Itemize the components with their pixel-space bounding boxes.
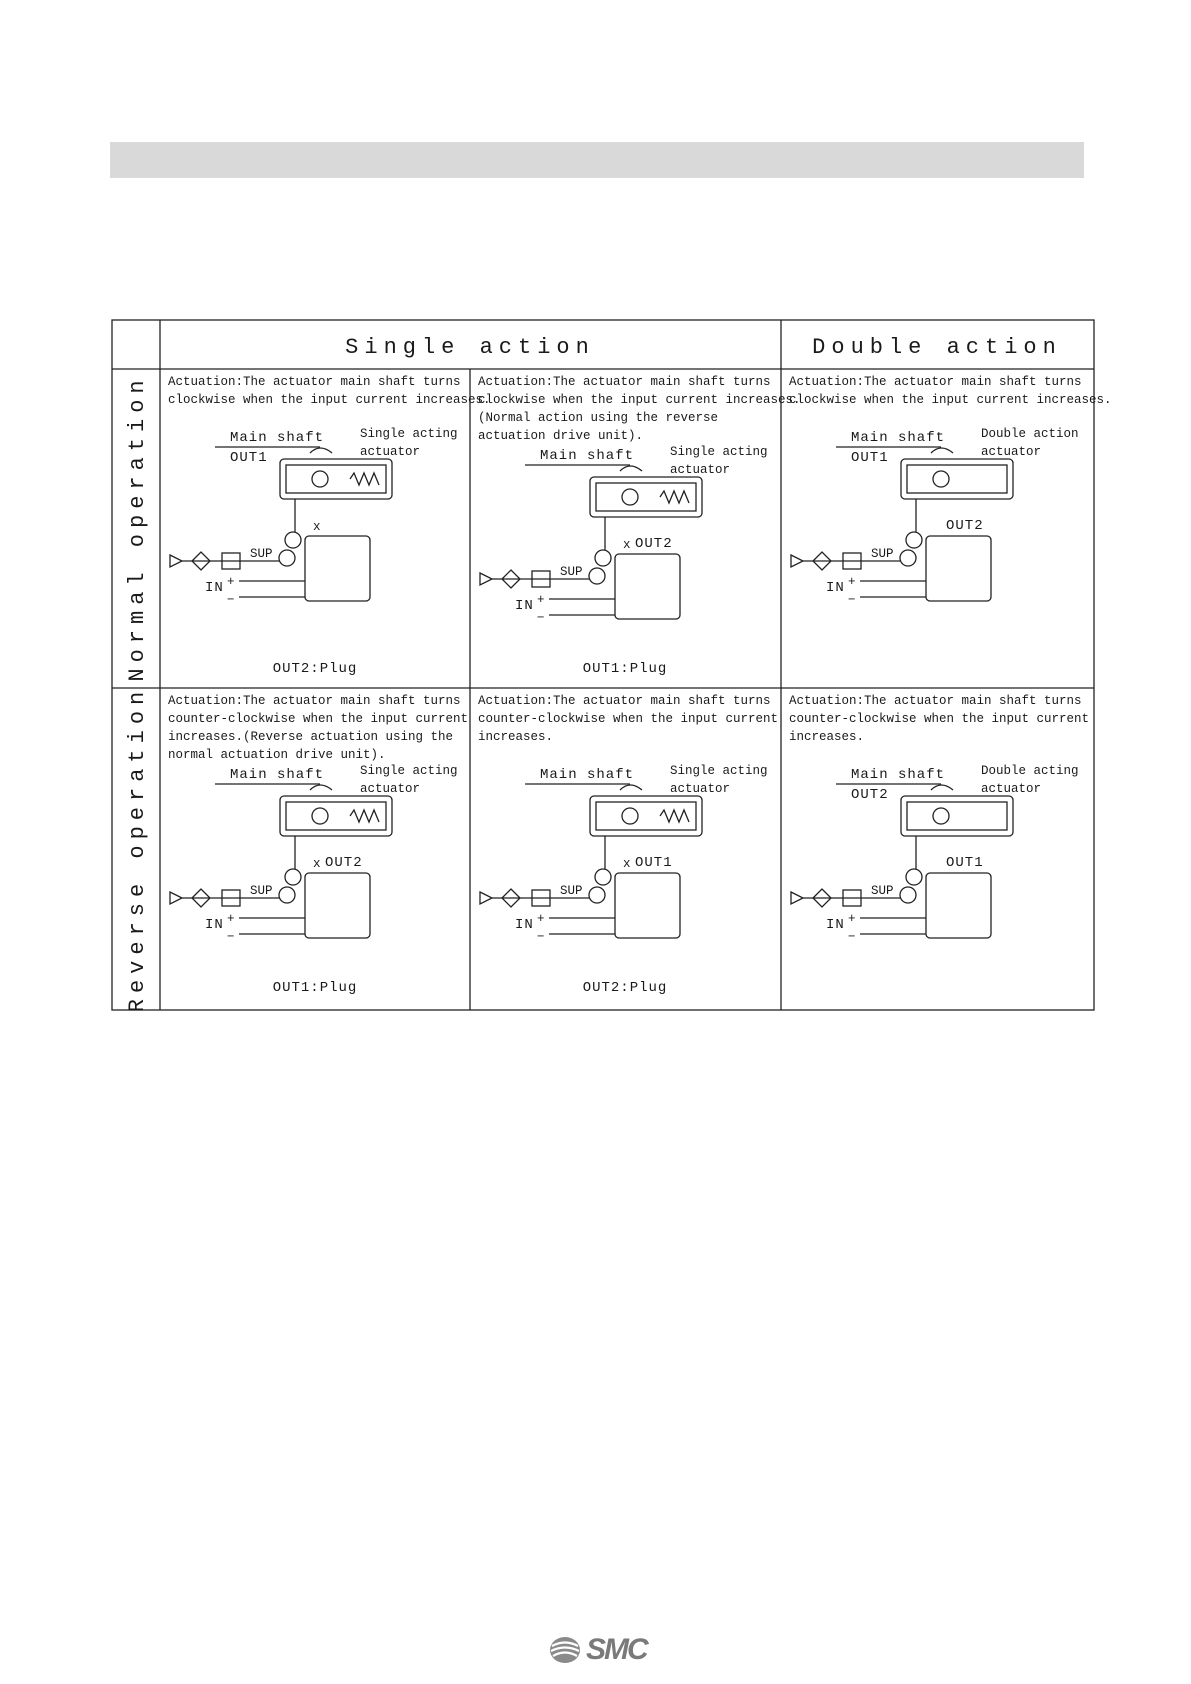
smc-logo-text: SMC [586,1633,647,1666]
input-minus: − [537,611,545,625]
sup-label: SUP [250,547,273,561]
plug-label: OUT1:Plug [272,980,358,996]
shaft-symbol [312,808,328,824]
shaft-symbol [622,489,638,505]
port-mid-label: OUT2 [946,518,984,534]
positioner-body [305,536,370,601]
positioner-body [926,536,991,601]
input-plus: + [848,575,856,589]
gauge-icon [900,550,916,566]
cell-normal-single-1 [168,375,491,677]
positioner-body [615,873,680,938]
gauge-icon [906,532,922,548]
cell-description-line: clockwise when the input current increases. [789,393,1112,407]
cell-description-line: counter-clockwise when the input current [478,712,779,726]
x-mark: x [623,857,631,871]
cell-normal-single-2 [478,375,801,677]
gauge-icon [595,869,611,885]
input-label: IN [826,917,845,933]
supply-source-icon [480,892,492,904]
supply-source-icon [170,892,182,904]
row-label-reverse: Reverse operation [125,685,150,1013]
main-shaft-label: Main shaft [851,767,946,783]
cell-reverse-single-2 [478,694,778,996]
cell-description-line: Actuation:The actuator main shaft turns [168,694,461,708]
input-minus: − [227,593,235,607]
input-minus: − [848,593,856,607]
cell-description-line: Actuation:The actuator main shaft turns [478,694,771,708]
port-top-label: OUT1 [230,450,268,466]
cell-description-line: Actuation:The actuator main shaft turns [789,375,1082,389]
x-mark: x [313,520,321,534]
port-mid-label: OUT1 [635,855,673,871]
x-mark: x [313,857,321,871]
positioner-body [615,554,680,619]
gauge-icon [589,887,605,903]
input-plus: + [227,912,235,926]
spring-symbol [660,810,689,822]
input-plus: + [848,912,856,926]
shaft-symbol [622,808,638,824]
cell-description-line: normal actuation drive unit). [168,748,386,762]
positioner-body [305,873,370,938]
rotation-arrow [620,466,642,471]
smc-logo [548,1634,647,1666]
input-plus: + [537,593,545,607]
gauge-icon [906,869,922,885]
port-mid-label: OUT2 [635,536,673,552]
supply-source-icon [480,573,492,585]
input-label: IN [205,917,224,933]
supply-source-icon [791,892,803,904]
actuator-label: actuator [670,782,731,796]
cell-description-line: increases. [478,730,554,744]
actuator-inner [907,465,1007,493]
actuator-label: actuator [360,445,421,459]
main-shaft-label: Main shaft [230,430,325,446]
cell-description-line: Actuation:The actuator main shaft turns [789,694,1082,708]
gauge-icon [900,887,916,903]
actuator-label: actuator [981,782,1042,796]
plug-label: OUT2:Plug [582,980,668,996]
gauge-icon [589,568,605,584]
plug-label: OUT1:Plug [582,661,668,677]
cell-description-line: counter-clockwise when the input current [789,712,1090,726]
input-minus: − [537,930,545,944]
input-minus: − [848,930,856,944]
spring-symbol [350,473,379,485]
sup-label: SUP [871,884,894,898]
cell-description-line: clockwise when the input current increases. [478,393,801,407]
gauge-icon [285,532,301,548]
supply-source-icon [791,555,803,567]
sup-label: SUP [560,884,583,898]
rotation-arrow [620,785,642,790]
actuator-inner [907,802,1007,830]
row-label-normal: Normal operation [125,374,150,682]
cell-normal-double [789,375,1112,607]
sup-label: SUP [560,565,583,579]
cell-description-line: increases. [789,730,865,744]
cell-reverse-single-1 [168,694,468,996]
supply-source-icon [170,555,182,567]
plug-label: OUT2:Plug [272,661,358,677]
rotation-arrow [931,448,953,453]
input-plus: + [537,912,545,926]
spring-symbol [660,491,689,503]
actuator-label: actuator [981,445,1042,459]
rotation-arrow [310,448,332,453]
input-label: IN [205,580,224,596]
spring-symbol [350,810,379,822]
actuator-label: Single acting [360,427,458,441]
header-double-action: Double action [812,335,1062,360]
cell-description-line: clockwise when the input current increases. [168,393,491,407]
gauge-icon [595,550,611,566]
shaft-symbol [933,808,949,824]
cell-description-line: Actuation:The actuator main shaft turns [478,375,771,389]
cell-description-line: actuation drive unit). [478,429,644,443]
input-label: IN [515,598,534,614]
actuator-label: actuator [670,463,731,477]
shaft-symbol [312,471,328,487]
gauge-icon [279,887,295,903]
sup-label: SUP [250,884,273,898]
cell-reverse-double [789,694,1089,944]
actuator-label: Double action [981,427,1079,441]
input-minus: − [227,930,235,944]
input-plus: + [227,575,235,589]
main-shaft-label: Main shaft [230,767,325,783]
port-mid-label: OUT1 [946,855,984,871]
port-top-label: OUT1 [851,450,889,466]
actuator-label: Single acting [670,764,768,778]
cell-description-line: (Normal action using the reverse [478,411,719,425]
smc-logo-icon [548,1635,582,1665]
main-shaft-label: Main shaft [851,430,946,446]
gauge-icon [279,550,295,566]
actuator-label: actuator [360,782,421,796]
shaft-symbol [933,471,949,487]
cell-description-line: counter-clockwise when the input current [168,712,469,726]
header-single-action: Single action [345,335,595,360]
gauge-icon [285,869,301,885]
sup-label: SUP [871,547,894,561]
actuator-label: Single acting [670,445,768,459]
port-top-label: OUT2 [851,787,889,803]
input-label: IN [826,580,845,596]
rotation-arrow [931,785,953,790]
rotation-arrow [310,785,332,790]
input-label: IN [515,917,534,933]
actuator-label: Double acting [981,764,1079,778]
actuator-label: Single acting [360,764,458,778]
main-shaft-label: Main shaft [540,767,635,783]
cell-description-line: Actuation:The actuator main shaft turns [168,375,461,389]
cell-description-line: increases.(Reverse actuation using the [168,730,454,744]
main-shaft-label: Main shaft [540,448,635,464]
x-mark: x [623,538,631,552]
port-mid-label: OUT2 [325,855,363,871]
positioner-body [926,873,991,938]
